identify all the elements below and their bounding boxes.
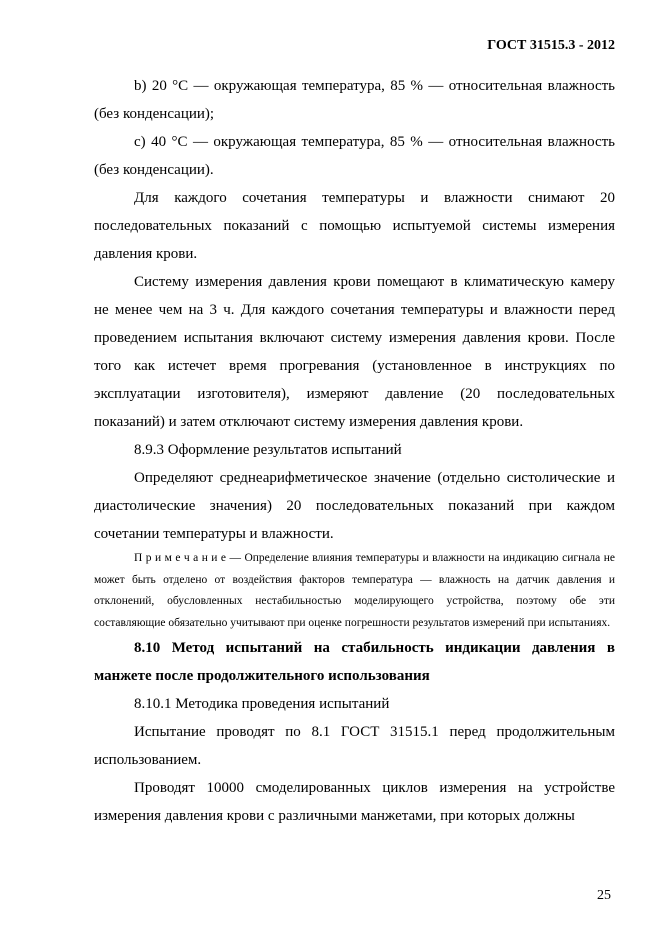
paragraph: Испытание проводят по 8.1 ГОСТ 31515.1 перед продолжительным использованием.: [94, 724, 615, 768]
document-content: [94, 38, 615, 830]
page-footer: [597, 888, 611, 904]
section-heading-8-10-1: 8.10.1 Методика проведения испытаний: [134, 696, 390, 712]
document-header: [94, 38, 615, 54]
note-paragraph: П р и м е ч а н и е — Определение влияния температуры и влажности на индикацию сигнала не может быть отделено от воздействия факторов температура — влажность на датчик давления и отклонений, обусловленных нестабильностью моделирующего устройства, поэтому обе эти составляющие обязательно учитывают при оценке погрешности результатов измерений при испытаниях.: [94, 552, 615, 629]
section-heading-8-9-3: 8.9.3 Оформление результатов испытаний: [134, 442, 402, 458]
paragraph: Проводят 10000 смоделированных циклов измерения на устройстве измерения давления крови с различными манжетами, при которых должны: [94, 780, 615, 824]
section-heading-8-10: 8.10 Метод испытаний на стабильность индикации давления в манжете после продолжительного использования: [94, 640, 615, 684]
paragraph: Для каждого сочетания температуры и влажности снимают 20 последовательных показаний с помощью испытуемой системы измерения давления крови.: [94, 190, 615, 262]
paragraph-item-b: b) 20 °C — окружающая температура, 85 % — относительная влажность (без конденсации);: [94, 78, 615, 122]
paragraph-item-c: c) 40 °C — окружающая температура, 85 % — относительная влажность (без конденсации).: [94, 134, 615, 178]
page-number: 25: [597, 888, 611, 903]
paragraph: Систему измерения давления крови помещают в климатическую камеру не менее чем на 3 ч. Для каждого сочетания температуры и влажности перед проведением испытания включают систему измерения давления крови. После того как истечет время прогревания (установленное в инструкциях по эксплуатации изготовителя), измеряют давление (20 последовательных показаний) и затем отключают систему измерения давления крови.: [94, 274, 615, 430]
paragraph: Определяют среднеарифметическое значение (отдельно систолические и диастолические значения) 20 последовательных показаний при каждом сочетании температуры и влажности.: [94, 470, 615, 542]
doc-number: ГОСТ 31515.3 - 2012: [487, 38, 615, 53]
